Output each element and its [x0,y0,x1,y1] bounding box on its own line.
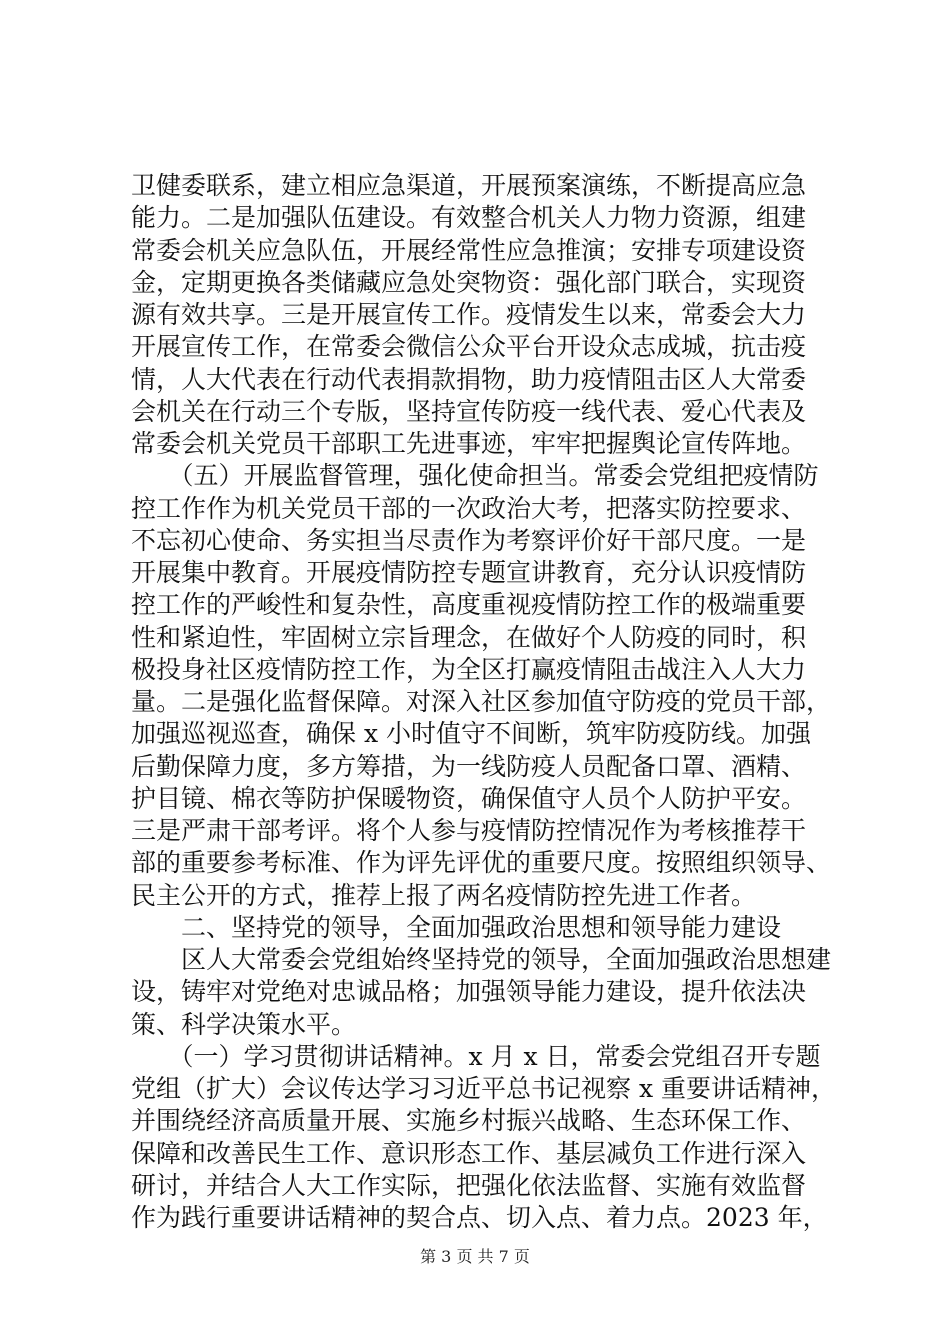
text-line: 极投身社区疫情防控工作，为全区打赢疫情阻击战注入人大力 [131,654,807,684]
text-line: 开展宣传工作，在常委会微信公众平台开设众志成城，抗击疫 [131,332,807,362]
text-line: 后勤保障力度，多方筹措，为一线防疫人员配备口罩、酒精、 [131,751,807,781]
text-line: 加强巡视巡查，确保 x 小时值守不间断，筑牢防疫防线。加强 [131,719,811,749]
text-line: 研讨，并结合人大工作实际，把强化依法监督、实施有效监督 [131,1170,807,1200]
text-line: 源有效共享。三是开展宣传工作。疫情发生以来，常委会大力 [131,300,807,329]
text-line: 金，定期更换各类储藏应急处突物资：强化部门联合，实现资 [131,267,807,297]
text-line: 常委会机关应急队伍，开展经常性应急推演；安排专项建设资 [131,235,807,265]
text-line: 情，人大代表在行动代表捐款捐物，助力疫情阻击区人大常委 [131,364,807,394]
text-line: 护目镜、棉衣等防护保暖物资，确保值守人员个人防护平安。 [131,783,807,813]
text-line: 控工作作为机关党员干部的一次政治大考，把落实防控要求、 [131,493,807,523]
text-line: 策、科学决策水平。 [131,1009,357,1039]
text-line: 设，铸牢对党绝对忠诚品格；加强领导能力建设，提升依法决 [131,977,807,1007]
text-line: 常委会机关党员干部职工先进事迹，牢牢把握舆论宣传阵地。 [131,429,807,458]
text-line: 控工作的严峻性和复杂性，高度重视疫情防控工作的极端重要 [131,590,807,620]
text-line: 量。二是强化监督保障。对深入社区参加值守防疫的党员干部， [131,687,832,716]
text-line: 作为践行重要讲话精神的契合点、切入点、着力点。2023 年， [131,1203,828,1232]
text-line: 能力。二是加强队伍建设。有效整合机关人力物力资源，组建 [131,203,807,233]
text-line: 区人大常委会党组始终坚持党的领导，全面加强政治思想建 [131,945,832,974]
text-line: 三是严肃干部考评。将个人参与疫情防控情况作为考核推荐干 [131,816,807,845]
text-line: 保障和改善民生工作、意识形态工作、基层减负工作进行深入 [131,1138,807,1168]
text-line: 会机关在行动三个专版，坚持宣传防疫一线代表、爱心代表及 [131,396,807,426]
text-line: 民主公开的方式，推荐上报了两名疫情防控先进工作者。 [131,880,757,910]
text-line: 部的重要参考标准、作为评先评优的重要尺度。按照组织领导、 [131,848,832,878]
text-line: （一）学习贯彻讲话精神。x 月 x 日，常委会党组召开专题 [131,1041,821,1071]
text-line: 开展集中教育。开展疫情防控专题宣讲教育，充分认识疫情防 [131,558,807,587]
text-line: （五）开展监督管理，强化使命担当。常委会党组把疫情防 [131,461,819,491]
document-body [131,170,836,1234]
text-line: 党组（扩大）会议传达学习习近平总书记视察 x 重要讲话精神， [131,1074,836,1103]
page-number-footer: 第 3 页 共 7 页 [420,1247,530,1266]
section-heading: 二、坚持党的领导，全面加强政治思想和领导能力建设 [131,912,782,942]
text-line: 并围绕经济高质量开展、实施乡村振兴战略、生态环保工作、 [131,1106,807,1136]
text-line: 性和紧迫性，牢固树立宗旨理念，在做好个人防疫的同时，积 [131,622,807,652]
text-line: 卫健委联系，建立相应急渠道，开展预案演练，不断提高应急 [131,171,807,200]
text-line: 不忘初心使命、务实担当尽责作为考察评价好干部尺度。一是 [131,525,807,555]
